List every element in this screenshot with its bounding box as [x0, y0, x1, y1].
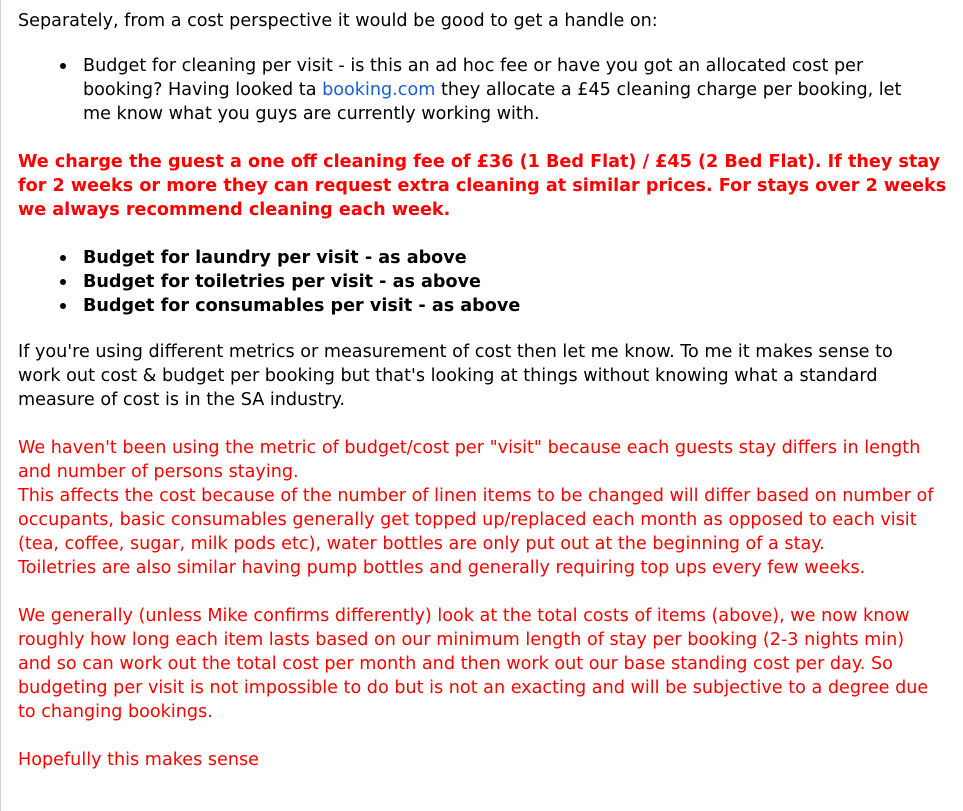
- closing-line: Hopefully this makes sense: [18, 750, 260, 770]
- metrics-paragraph: If you're using different metrics or measurement of cost then let me know. To me it makes sense to work out cost & budget per booking but that's looking at things without knowing what a standard measure of cost is in the SA industry.: [18, 342, 893, 410]
- list-item-toiletries: Budget for toiletries per visit - as above: [83, 270, 963, 294]
- cleaning-question-text-1: Budget for cleaning per visit - is this an ad hoc fee or have you got an allocated cost per booking? Having looked ta: [83, 56, 864, 100]
- cleaning-question-list: [18, 54, 933, 126]
- metrics-reply-line: This affects the cost because of the number of linen items to be changed will differ based on number of occupants, basic consumables generally get topped up/replaced each month as opposed to each visit (tea, coffee, sugar, milk pods etc), water bottles are only put out at the beginning of a stay.: [18, 486, 934, 554]
- cleaning-reply: We charge the guest a one off cleaning fee of £36 (1 Bed Flat) / £45 (2 Bed Flat). If they stay for 2 weeks or more they can request extra cleaning at similar prices. For stays over 2 weeks we always recommend cleaning each week.: [18, 152, 947, 220]
- cleaning-question-text-2: they allocate a £45 cleaning charge per booking, let me know what you guys are currently working with.: [83, 80, 902, 124]
- metrics-reply-line: We haven't been using the metric of budget/cost per "visit" because each guests stay differs in length and number of persons staying.: [18, 438, 921, 482]
- list-item-cleaning: [83, 54, 933, 126]
- metrics-reply-line: Toiletries are also similar having pump bottles and generally requiring top ups every few weeks.: [18, 558, 866, 578]
- list-item-consumables: Budget for consumables per visit - as above: [83, 294, 963, 318]
- list-item-laundry: Budget for laundry per visit - as above: [83, 246, 963, 270]
- booking-com-link[interactable]: booking.com: [322, 80, 436, 100]
- intro-text: Separately, from a cost perspective it would be good to get a handle on:: [18, 11, 658, 31]
- metrics-reply: [18, 436, 938, 580]
- budget-question-list: [18, 246, 963, 318]
- costs-reply: We generally (unless Mike confirms differently) look at the total costs of items (above), we now know roughly how long each item lasts based on our minimum length of stay per booking (2-3 nights min) and so can work out the total cost per month and then work out our base standing cost per day. So budgeting per visit is not impossible to do but is not an exacting and will be subjective to a degree due to changing bookings.: [18, 606, 929, 722]
